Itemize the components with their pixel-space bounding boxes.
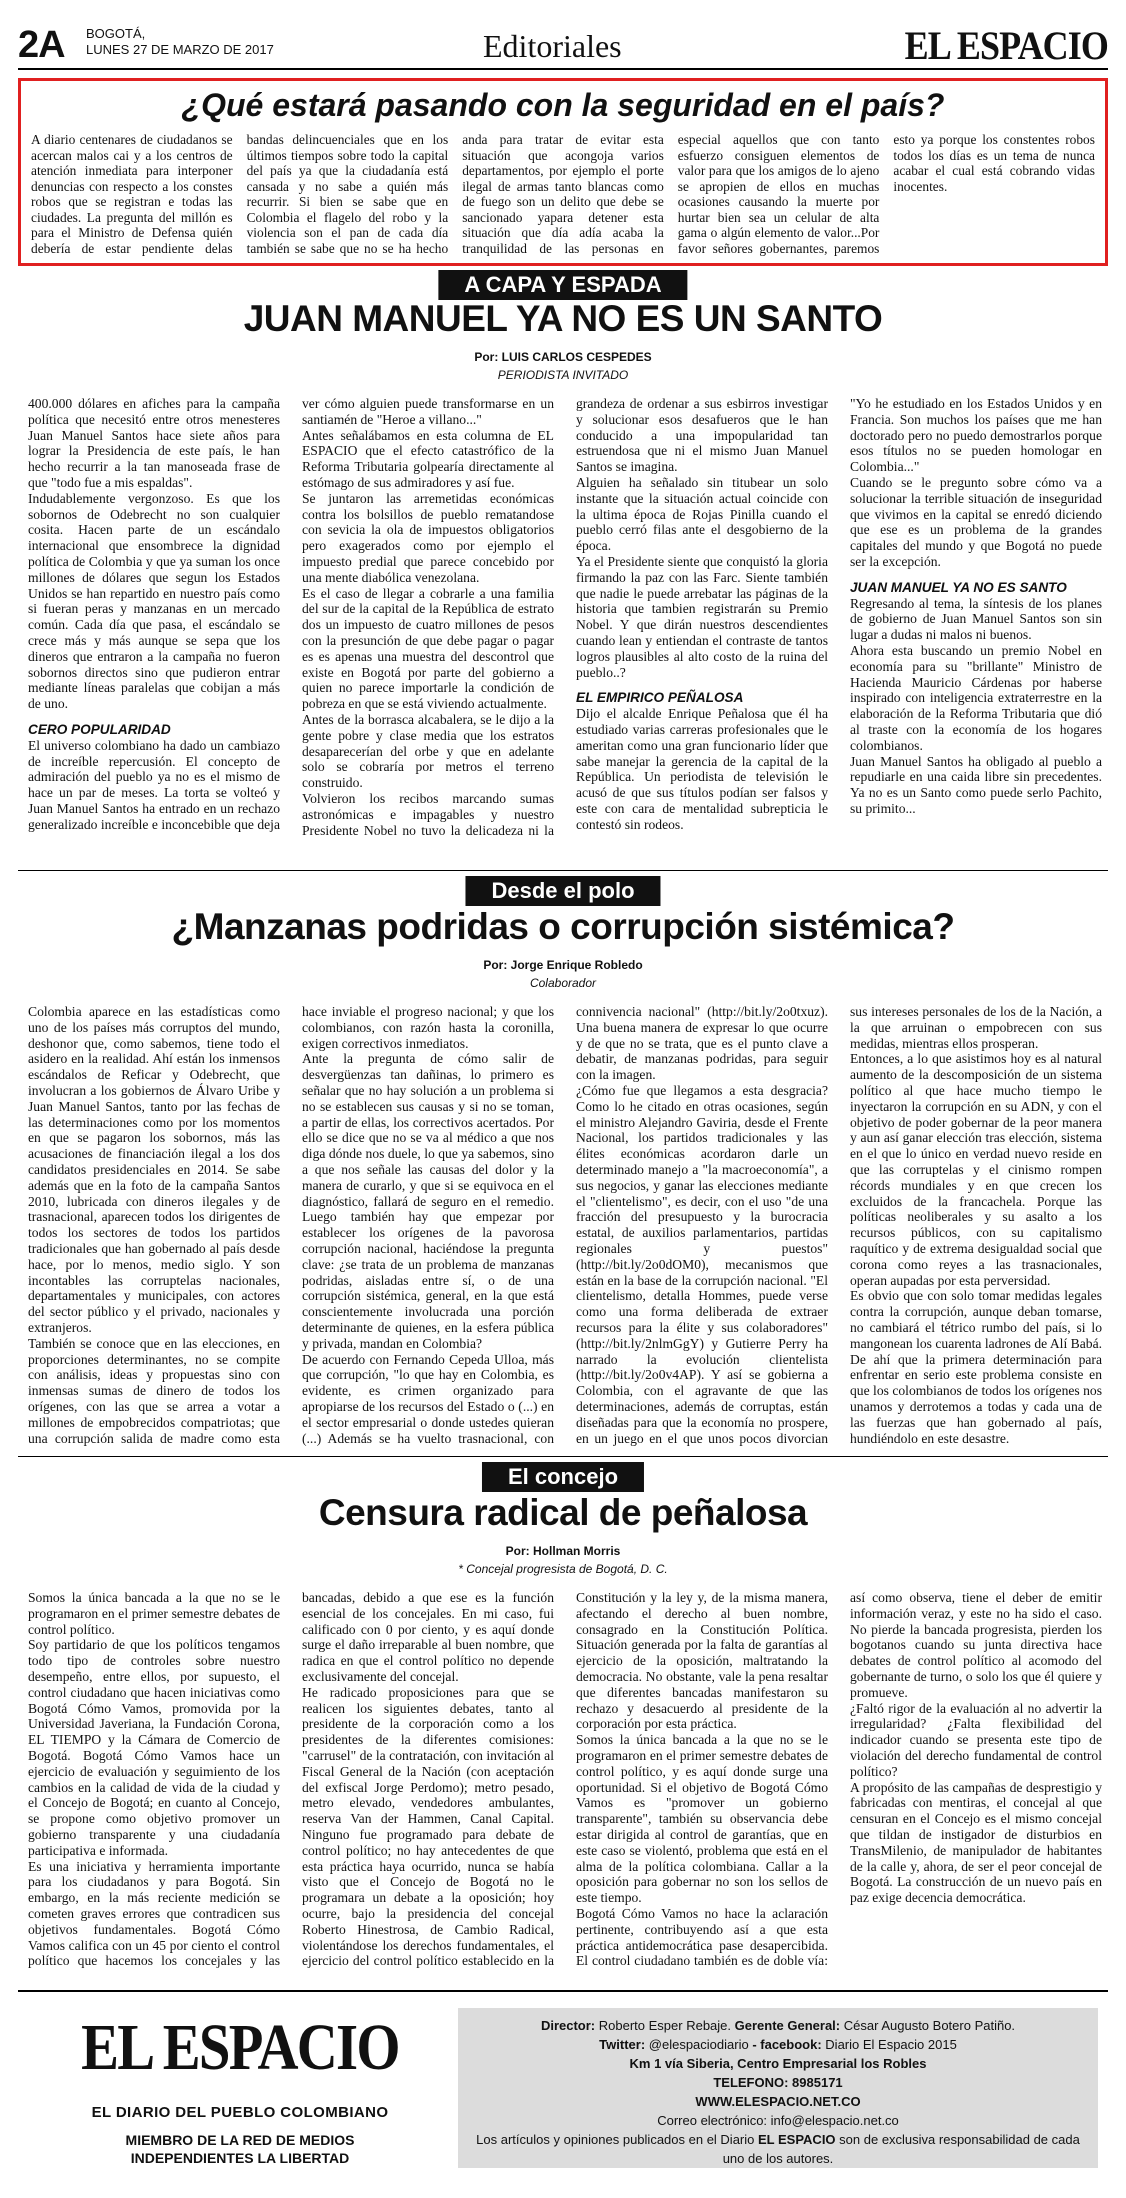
manager-label: Gerente General: [734, 2018, 841, 2033]
article3-title: Censura radical de peñalosa [318, 1492, 808, 1533]
article2-paragraph: De acuerdo con Fernando Cepeda Ulloa, más que corrupción, "lo que hay en Colombia, es evidente, es crimen organizado para apropiarse de los recursos del Estado o (...) en el sector empresarial o donde ustedes quieran (...) Además se ha vuelto trasnacional, con connivencia nacional" (http://bit.ly/2o0txuz). Una buena manera de expresar lo que ocurre y de que no se trata, que es el punto clave a debatir, de manzanas podridas, para seguir con la imagen. [302, 1004, 828, 1446]
section-divider [18, 1456, 1108, 1457]
article3-paragraph: Es una iniciativa y herramienta importante para los ciudadanos y para Bogotá. Sin embargo, en la más reciente medición se cometen graves errores que contradicen sus objetivos fundamentales. Bogotá Cómo Vamos califica con un 45 por ciento el control político que hacemos los concejales y las bancadas, debido a que ese es la función esencial de los concejales. En mi caso, fui calificado con 0 por ciento, y es aquí donde surge el daño irreparable al buen nombre, que radica en que el control político no depende exclusivamente del concejal. [28, 1590, 554, 1969]
article1-paragraph: Volvieron los recibos marcando sumas astronómicas e impagables y nuestro Presidente Nobel no tuvo la delicadeza ni la grandeza de ordenar a sus esbirros investigar y solucionar esos desafueros que le han conducido a una impopularidad tan estruendosa que ni el mismo Juan Manuel Santos se imagina. [302, 396, 828, 838]
footer-phone [472, 2073, 1084, 2092]
article3-byline: Por: Hollman Morris [505, 1544, 621, 1558]
article1-paragraph: Se juntaron las arremetidas económicas contra los bolsillos de pueblo rematandose con sevicia la ola de impuestos obligatorios pero exagerados como por ejemplo el impuesto predial que parece concebido por una mente diabólica venezolana. [302, 490, 554, 585]
article1-role: PERIODISTA INVITADO [497, 368, 629, 382]
article2-body [28, 1004, 1102, 1452]
director-name: Roberto Esper Rebaje. [598, 2018, 732, 2033]
article3-paragraph: Somos la única bancada a la que no se le programaron en el primer semestre debates de control político, y es aquí donde surge una oportunidad. Si el objetivo de Bogotá Cómo Vamos es "promover un gobierno transparente", también su observancia debe estar dirigida al control de garantías, que en este caso se violentó, problema que está en el alma de la política colombiana. Callar a la oposición para gobernar no son los sellos de este tiempo. [576, 1732, 828, 1906]
article1-paragraph: 400.000 dólares en afiches para la campaña política que necesitó entre otros menesteres Juan Manuel Santos hace siete años para lograr la Presidencia de este país, le han hecho recurrir a la tan manoseada frase de que "todo fue a mis espaldas". [28, 396, 280, 490]
facebook-page[interactable]: Diario El Espacio 2015 [825, 2037, 957, 2052]
web-link[interactable]: WWW.ELESPACIO.NET.CO [695, 2094, 861, 2109]
article3-paragraph: A propósito de las campañas de desprestigio y fabricadas con mentiras, el concejal al que censuran en el Concejo es el mismo concejal que tildan de instigador de disturbios en TransMilenio, de manipulador de habitantes de la calle y, ahora, de ser el peor concejal de Bogotá. La construcción de un nuevo país en paz exige decencia democrática. [850, 1779, 1102, 1906]
article1-paragraph: Indudablemente vergonzoso. Es que los sobornos de Odebrecht no son cualquier cosita. Hacen parte de un escándalo internacional que ensombrece la dignidad política de Colombia y que ya suman los once millones de dólares que segun los Estados Unidos se han repartido en nuestro país como si fueran peras y manzanas en un mercado común. Cada día que pasa, el escándalo se crece más y más aunque se sepa que los dineros que entraron a la campaña no fueron sobornos directos sino que pudieron entrar mediante líneas paralelas que cobijan a más de uno. [28, 490, 280, 712]
page-number: 2A [18, 24, 65, 66]
footer-disclaimer [472, 2130, 1084, 2168]
footer-membership [40, 2131, 440, 2167]
article1-paragraph: Cuando se le pregunto sobre cómo va a solucionar la terrible situación de inseguridad que vivimos en la capital se enredó diciendo que ese es un problema de la grandes capitales del mundo y que Bogotá no puede ser la excepción. [850, 474, 1102, 569]
footer-logo: EL ESPACIO [81, 2011, 399, 2084]
article2-paragraph: Ante la pregunta de cómo salir de desvergüenzas tan dañinas, lo primero es señalar que no hay solución a un problema si no se establecen sus causas y si no se toman, a partir de ellas, los correctivos acertados. Por ello se dice que no se va al médico a que nos diga dónde nos duele, lo que ya sabemos, sino a que nos señale las causas del dolor y la manera de curarlo, y que si se equivoca en el diagnóstico, fallará de seguro en el remedio. Luego también hay que empezar por establecer los orígenes de la pavorosa corrupción nacional, haciéndose la pregunta clave: ¿se trata de un problema de manzanas podridas, aisladas entre sí, o de una corrupción sistémica, general, en la que está conscientemente involucrada una porción determinante de quienes, en la esfera pública y privada, mandan en Colombia? [302, 1051, 554, 1351]
article1-paragraph: Es el caso de llegar a cobrarle a una familia del sur de la capital de la República de estrato dos un impuesto de cuatro millones de pesos con la presunción de que debe pagar o pagar es es apenas una muestra del descontrol que existe en Bogotá por parte del gobierno a quien no parece importarle la condición de pobreza en que se está viviendo actualmente. [302, 585, 554, 712]
article2-paragraph: Es obvio que con solo tomar medidas legales contra la corrupción, aunque deban tomarse, no cambiará el tétrico rumbo del país, si lo mangonean los cuarenta ladrones de Alí Babá. De ahí que la primera determinación para enfrentar en serio este problema consiste en que los colombianos de todos los orígenes nos unamos y derrotemos a todas y cada una de las fuerzas que han gobernado al país, hundiéndolo en este desastre. [850, 1288, 1102, 1446]
article1-paragraph: Antes de la borrasca alcabalera, se le dijo a la gente pobre y clase media que los estratos desaparecerían del orbe y que en adelante solo se cobraría por metros el terreno construido. [302, 711, 554, 791]
article1-kicker: A CAPA Y ESPADA [438, 270, 687, 300]
article1-byline: Por: LUIS CARLOS CESPEDES [474, 350, 652, 364]
article3-paragraph: ¿Faltó rigor de la evaluación al no advertir la irregularidad? ¿Falta flexibilidad del indicador cuando se presenta este tipo de violación del derecho fundamental de control político? [850, 1700, 1102, 1779]
article3-paragraph: Somos la única bancada a la que no se le programaron en el primer semestre debates de control político. [28, 1590, 280, 1637]
article1-paragraph: Ahora esta buscando un premio Nobel en economía para su "brillante" Ministro de Hacienda Mauricio Cárdenas por haberse inspirado con inteligencia extraterrestre en la elaboración de la Reforma Tributaria que dió al traste con la economía de los hogares colombianos. [850, 642, 1102, 753]
footer-credits-box [458, 2008, 1098, 2168]
footer-web[interactable] [472, 2092, 1084, 2111]
article2-kicker: Desde el polo [465, 876, 660, 906]
dateline-city: BOGOTÁ, [86, 26, 146, 41]
footer-staff-line [472, 2016, 1084, 2035]
editorial-body: A diario centenares de ciudadanos se acercan malos cai y a los centros de atención inmediata para interponer denuncias con respecto a los constes robos que se registran e todas las ciudades. La pregunta del millón es para el Ministro de Defensa quién debería de estar pendiente delas bandas delincuenciales que en los últimos tiempos sobre todo la capital del país ya que la ciudadanía está cansada y no sabe a quién más recurrir. Si bien se sabe que en Colombia el flagelo del robo y la violencia son el pan de cada día también se sabe que no se ha hecho anda para tratar de evitar esta situación que acongoja varios departamentos, por ejemplo el porte ilegal de armas tanto blancas como de fuego son un delito que debe se sancionado yapara detener esta situación que día adía acaba la tranquilidad de las personas en especial aquellos que con tanto esfuerzo consiguen elementos de valor para que los amigos de lo ajeno se apropien de ellos en muchas ocasiones causando la muerte por hurtar bien sea un celular de alta gama o algún elemento de valor...Por favor señores gobernantes, paremos esto ya porque los constentes robos todos los días es un tema de nunca acabar el cual está cobrando vidas inocentes. [31, 132, 1095, 256]
article2-role: Colaborador [529, 976, 597, 990]
article1-paragraph: "Yo he estudiado en los Estados Unidos y en Francia. Son muchos los países que me han doctorado pero no puedo demostrarlos porque esos títulos no se pueden homologar en Colombia..." [850, 396, 1102, 475]
section-title: Editoriales [483, 28, 622, 64]
article3-kicker: El concejo [482, 1462, 644, 1492]
dateline-date: LUNES 27 DE MARZO DE 2017 [86, 42, 274, 57]
brand-logo: EL ESPACIO [904, 23, 1108, 68]
article1-title: JUAN MANUEL YA NO ES UN SANTO [243, 298, 883, 339]
article1-body [28, 396, 1102, 866]
article3-paragraph: Bogotá Cómo Vamos no hace la aclaración pertinente, contribuyendo así a que esta práctica antidemocrática pase desapercibida. El control ciudadano también es de doble vía: así como observa, tiene el deber de emitir información veraz, y este no ha sido el caso. No pierde la bancada progresista, pierden los bogotanos cuando su junta directiva hace debates de control político al acomodo del gobernante de turno, o solo los que él quiere y promueve. [576, 1590, 1102, 1969]
article3-body [28, 1590, 1102, 1980]
disclaimer-text: son de exclusiva responsabilidad de cada uno de los autores. [722, 2132, 1080, 2166]
twitter-handle[interactable]: @elespaciodiario [648, 2037, 749, 2052]
article2-paragraph: También se conoce que en las elecciones, en proporciones determinantes, no se compite con análisis, ideas y propuestas sino con inmensas sumas de dinero de todos los orígenes, con las que se arrea a votar a millones de empobrecidos compatriotas; que una corrupción salida de madre como esta hace inviable el progreso nacional; y que los colombianos, con razón hasta la coronilla, exigen correctivos inmediatos. [28, 1004, 554, 1446]
footer-email-line [472, 2111, 1084, 2130]
article1-subhead: CERO POPULARIDAD [28, 721, 171, 737]
footer [18, 1990, 1108, 2180]
footer-brand-block [40, 2011, 440, 2167]
article1-subhead: JUAN MANUEL YA NO ES SANTO [850, 579, 1067, 595]
article2-title: ¿Manzanas podridas o corrupción sistémica? [171, 906, 955, 947]
manager-name: César Augusto Botero Patiño. [843, 2018, 1016, 2033]
email-link[interactable]: info@elespacio.net.co [770, 2113, 899, 2128]
article1-paragraph: Juan Manuel Santos ha obligado al pueblo a repudiarle en una caida libre sin precedentes. Ya no es un Santo como puede serlo Pachito, su primito... [850, 753, 1102, 816]
dateline [86, 26, 274, 58]
footer-social-line [472, 2035, 1084, 2054]
article1-paragraph: Antes señalábamos en esta columna de EL ESPACIO que el efecto catastrófico de la Reforma Tributaria golpearía directamente al estómago de sus admiradores y así fue. [302, 427, 554, 490]
footer-tagline: EL DIARIO DEL PUEBLO COLOMBIANO [91, 2104, 389, 2121]
article1-paragraph: Dijo el alcalde Enrique Peñalosa que él ha estudiado varias carreras profesionales que le ameritan como una gran funcionario líder que sabe manejar la gerencia de la capital de la República. Un periodista de televisión le acusó de que sus títulos podían ser falsos y este con cara de mentalidad subrepticia le contestó sin rodeos. [576, 706, 828, 832]
footer-membership-line: INDEPENDIENTES LA LIBERTAD [130, 2150, 350, 2166]
director-label: Director: [540, 2018, 596, 2033]
article2-paragraph: ¿Cómo fue que llegamos a esta desgracia? Como lo he citado en otras ocasiones, según el ministro Alejandro Gaviria, desde el Frente Nacional, los partidos tradicionales y las élites económicas acordaron darle un determinado manejo a "la macroeconomía", a sus negocios, y ganar las elecciones mediante el "clientelismo", es decir, con el uso "de una fracción del presupuesto y la burocracia estatal, de auxilios parlamentarios, partidas regionales y puestos" (http://bit.ly/2o0dOM0), mecanismos que están en la base de la corrupción nacional. "El clientelismo, detalla Hommes, puede verse como una forma deliberada de extraer recursos para la élite y sus colaboradores" (http://bit.ly/2nlmGgY) y Gutierre Perry ha narrado la evolución clientelista (http://bit.ly/2o0v4AP). Y así se gobierna a Colombia, con el agravante de que las determinaciones, además de corruptas, están diseñadas para que la economía no prospere, en un juego en el que unos pocos divorcian sus intereses personales de los de la Nación, a la que arruinan o empobrecen con sus medidas, mientras ellos prosperan. [576, 1004, 1102, 1446]
article2-paragraph: Entonces, a lo que asistimos hoy es al natural aumento de la descomposición de un sistema político al que hace mucho tiempo le inyectaron la corrupción en su ADN, y con el objetivo de poder gobernar de la peor manera y aun así ganar elección tras elección, sistema en el que lo único en verdad nuevo reside en que las corruptelas y el cinismo rompen récords mundiales y en que crecen los excluidos de la francachela. Porque las políticas neoliberales y su asalto a los recursos públicos, con su capitalismo raquítico y de extrema desigualdad social que corona como reyes a las trasnacionales, operan aupadas por esta perversidad. [850, 1051, 1102, 1288]
masthead [18, 18, 1108, 70]
article1-paragraph: Ya el Presidente siente que conquistó la gloria firmando la paz con las Farc. Siente también que nadie le puede arrebatar las páginas de la historia que tambien registrarán su Premio Nobel. Y que dirán nuestros descendientes cuando lean y entiendan el contraste de tantos logros plausibles al alto costo de la ruina del pueblo..? [576, 553, 828, 680]
facebook-label: - facebook: [752, 2037, 822, 2052]
address-text: Km 1 vía Siberia, Centro Empresarial los Robles [629, 2056, 927, 2071]
editorial-box [18, 78, 1108, 266]
section-divider [18, 870, 1108, 871]
article1-paragraph: Alguien ha señalado sin titubear un solo instante que la situación actual coincide con la ultima época de Rojas Pinilla cuando el pueblo cerró filas ante el desgobierno de la época. [576, 474, 828, 554]
disclaimer-brand: EL ESPACIO [758, 2132, 836, 2147]
footer-membership-line: MIEMBRO DE LA RED DE MEDIOS [125, 2132, 355, 2148]
article3-paragraph: Soy partidario de que los políticos tengamos todo tipo de controles sobre nuestro desempeño, entre ellos, por supuesto, el control ciudadano que hacen iniciativas como Bogotá Cómo Vamos, promovida por la Universidad Javeriana, la Fundación Corona, EL TIEMPO y la Cámara de Comercio de Bogotá. Bogotá Cómo Vamos hace un ejercicio de evaluación y seguimiento de los cambios en la calidad de vida de la ciudad y el Concejo de Bogotá; en cuanto al Concejo, se propone como objetivo promover un gobierno transparente y una ciudadanía participativa e informada. [28, 1637, 280, 1858]
article2-byline: Por: Jorge Enrique Robledo [483, 958, 643, 972]
editorial-title: ¿Qué estará pasando con la seguridad en el país? [181, 87, 945, 123]
article2-paragraph: Colombia aparece en las estadísticas como uno de los países más corruptos del mundo, deshonor que, como sabemos, tiene todo el asidero en la realidad. Ahí están los inmensos escándalos de Reficar y Odebrecht, que involucran a los gobiernos de Álvaro Uribe y Juan Manuel Santos, tanto por las fechas de las determinaciones como por los momentos en que se pagaron los sobornos, más las acusaciones de financiación ilegal a los dos candidatos presidenciales en 2014. Se sabe además que en la foto de la campaña Santos 2010, lubricada con dineros ilegales y de trasnacional, aparecen todos los dirigentes de todos los sectores de todos los partidos tradicionales que han gobernado al país desde hace, por lo menos, medio siglo. Y son incontables las corruptelas nacionales, departamentales y municipales, con actores del sector público y el privado, nacionales y extranjeros. [28, 1004, 280, 1335]
article1-paragraph: El universo colombiano ha dado un cambiazo de increíble repercusión. El concepto de admiración del pueblo ya no es el mismo de hace un par de meses. La torta se volteó y Juan Manuel Santos ha entrado en un rechazo generalizado increíble e inconcebible que deja ver cómo alguien puede transformarse en un santiamén de "Heroe a villano..." [28, 396, 554, 832]
article3-paragraph: He radicado proposiciones para que se realicen los siguientes debates, tanto al presidente de la corporación como a los presidentes de la diferentes comisiones: "carrusel" de la contratación, con invitación al Fiscal General de la Nación (con aceptación del exfiscal Jorge Perdomo); metro pesado, metro elevado, vendedores ambulantes, reserva Van der Hammen, Canal Capital. Ninguno fue programado para debate de control político; no hay antecedentes de que esta práctica haya ocurrido, nunca se había visto que el Concejo de Bogotá no le programara un debate a la oposición; hoy ocurre, bajo la presidencia del concejal Roberto Hinestrosa, de Cambio Radical, violentándose los derechos fundamentales, el ejercicio del control político establecido en la Constitución y la ley y, de la misma manera, afectando el derecho al buen nombre, consagrado en la Constitución Política. Situación generada por la falta de garantías al ejercicio de la oposición, maltratando la democracia. No obstante, vale la pena resaltar que diferentes bancadas manifestaron su rechazo y desacuerdo al presidente de la corporación por esta práctica. [302, 1590, 828, 1969]
email-label: Correo electrónico: [657, 2113, 768, 2128]
footer-address [472, 2054, 1084, 2073]
phone-text: TELEFONO: 8985171 [713, 2075, 843, 2090]
article1-paragraph: Regresando al tema, la síntesis de los planes de gobierno de Juan Manuel Santos son sin lugar a dudas ni malos ni buenos. [850, 595, 1102, 643]
article1-subhead: EL EMPIRICO PEÑALOSA [576, 690, 744, 706]
twitter-label: Twitter: [599, 2037, 646, 2052]
disclaimer-text: Los artículos y opiniones publicados en el Diario [476, 2132, 755, 2147]
article3-role: * Concejal progresista de Bogotá, D. C. [458, 1562, 668, 1576]
